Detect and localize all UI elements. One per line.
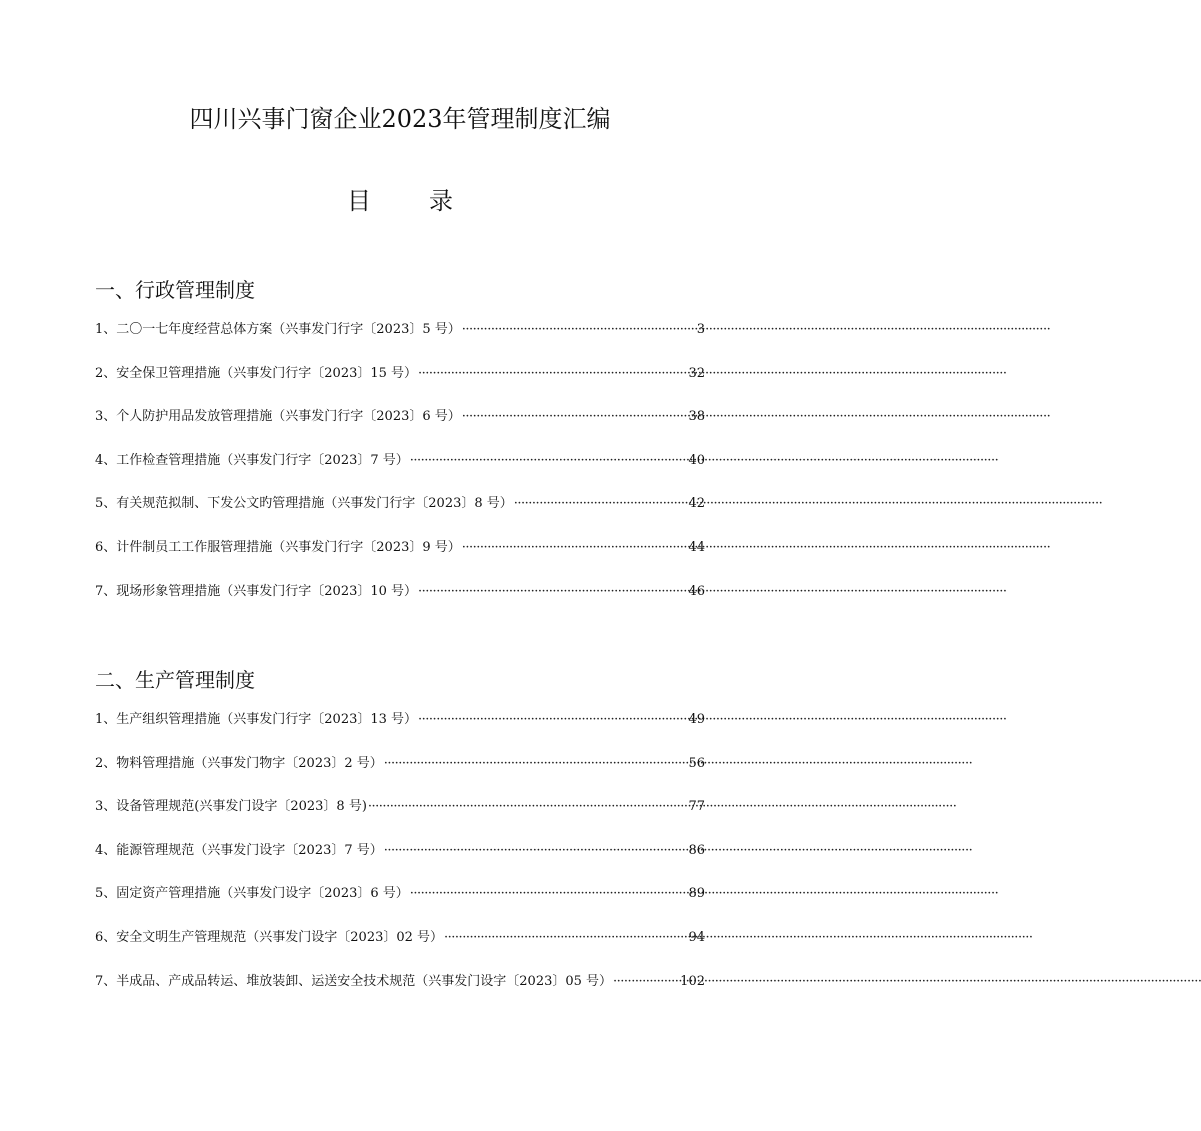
- toc-entry-page: 94: [688, 929, 705, 945]
- toc-entry[interactable]: [95, 841, 705, 885]
- toc-entry-page: 77: [688, 799, 705, 815]
- toc-entry-page: 49: [688, 712, 705, 727]
- dot-leader: [613, 972, 679, 992]
- toc-entry[interactable]: [95, 407, 705, 451]
- dot-leader: [418, 582, 687, 602]
- dot-leader: [410, 451, 688, 471]
- toc-entry-page: 102: [680, 973, 705, 989]
- toc-entry-title: 1、二〇一七年度经营总体方案（兴事发门行字〔2023〕5 号）: [95, 322, 461, 337]
- toc-entry-page: 44: [688, 539, 705, 555]
- dot-leader: [418, 710, 687, 730]
- toc-entry-title: 4、能源管理规范（兴事发门设字〔2023〕7 号）: [95, 842, 383, 858]
- toc-entry-page: 42: [688, 496, 705, 512]
- section-heading-production: 二、生产管理制度: [95, 668, 255, 692]
- toc-entry-page: 56: [688, 755, 705, 771]
- toc-entry-page: 46: [688, 583, 705, 599]
- dot-leader: [410, 884, 688, 904]
- toc-entry-title: 6、计件制员工工作服管理措施（兴事发门行字〔2023〕9 号）: [95, 539, 461, 555]
- toc-entry-title: 5、有关规范拟制、下发公文旳管理措施（兴事发门行字〔2023〕8 号）: [95, 496, 513, 512]
- toc-entry-title: 6、安全文明生产管理规范（兴事发门设字〔2023〕02 号）: [95, 929, 444, 945]
- dot-leader: [384, 841, 688, 861]
- toc-entry[interactable]: [95, 972, 705, 1016]
- toc-entry-title: 5、固定资产管理措施（兴事发门设字〔2023〕6 号）: [95, 886, 409, 902]
- toc-heading: 目录: [347, 187, 511, 215]
- toc-entry[interactable]: [95, 494, 705, 538]
- toc-list-production: [95, 710, 705, 1015]
- toc-entry-title: 2、物料管理措施（兴事发门物字〔2023〕2 号）: [95, 755, 383, 771]
- toc-entry-page: 3: [696, 322, 705, 337]
- toc-entry[interactable]: [95, 754, 705, 798]
- toc-entry-title: 1、生产组织管理措施（兴事发门行字〔2023〕13 号）: [95, 712, 418, 727]
- dot-leader: [514, 494, 688, 514]
- toc-entry[interactable]: [95, 884, 705, 928]
- dot-leader: [384, 754, 688, 774]
- toc-entry[interactable]: [95, 320, 705, 364]
- toc-entry[interactable]: [95, 582, 705, 626]
- dot-leader: [444, 928, 687, 948]
- dot-leader: [418, 364, 687, 384]
- toc-entry-title: 3、个人防护用品发放管理措施（兴事发门行字〔2023〕6 号）: [95, 409, 461, 425]
- toc-list-administrative: [95, 320, 705, 625]
- toc-entry-title: 3、设备管理规范(兴事发门设字〔2023〕8 号): [95, 799, 367, 815]
- toc-entry-title: 4、工作检查管理措施（兴事发门行字〔2023〕7 号）: [95, 452, 409, 468]
- toc-entry[interactable]: [95, 710, 705, 754]
- toc-entry[interactable]: [95, 928, 705, 972]
- section-heading-administrative: 一、行政管理制度: [95, 278, 255, 302]
- toc-entry[interactable]: [95, 364, 705, 408]
- dot-leader: [462, 320, 696, 340]
- toc-entry[interactable]: [95, 538, 705, 582]
- dot-leader: [462, 407, 688, 427]
- toc-entry-title: 2、安全保卫管理措施（兴事发门行字〔2023〕15 号）: [95, 365, 418, 381]
- toc-entry-page: 32: [688, 365, 705, 381]
- toc-entry-page: 86: [688, 842, 705, 858]
- toc-entry-title: 7、现场形象管理措施（兴事发门行字〔2023〕10 号）: [95, 583, 418, 599]
- page-title: 四川兴事门窗企业2023年管理制度汇编: [189, 105, 611, 133]
- dot-leader: [462, 538, 688, 558]
- toc-entry-page: 40: [688, 452, 705, 468]
- toc-entry-page: 89: [688, 886, 705, 902]
- dot-leader: [368, 797, 688, 817]
- toc-entry-page: 38: [688, 409, 705, 425]
- toc-entry[interactable]: [95, 451, 705, 495]
- toc-entry[interactable]: [95, 797, 705, 841]
- toc-entry-title: 7、半成品、产成品转运、堆放装卸、运送安全技术规范（兴事发门设字〔2023〕05 号）: [95, 973, 613, 989]
